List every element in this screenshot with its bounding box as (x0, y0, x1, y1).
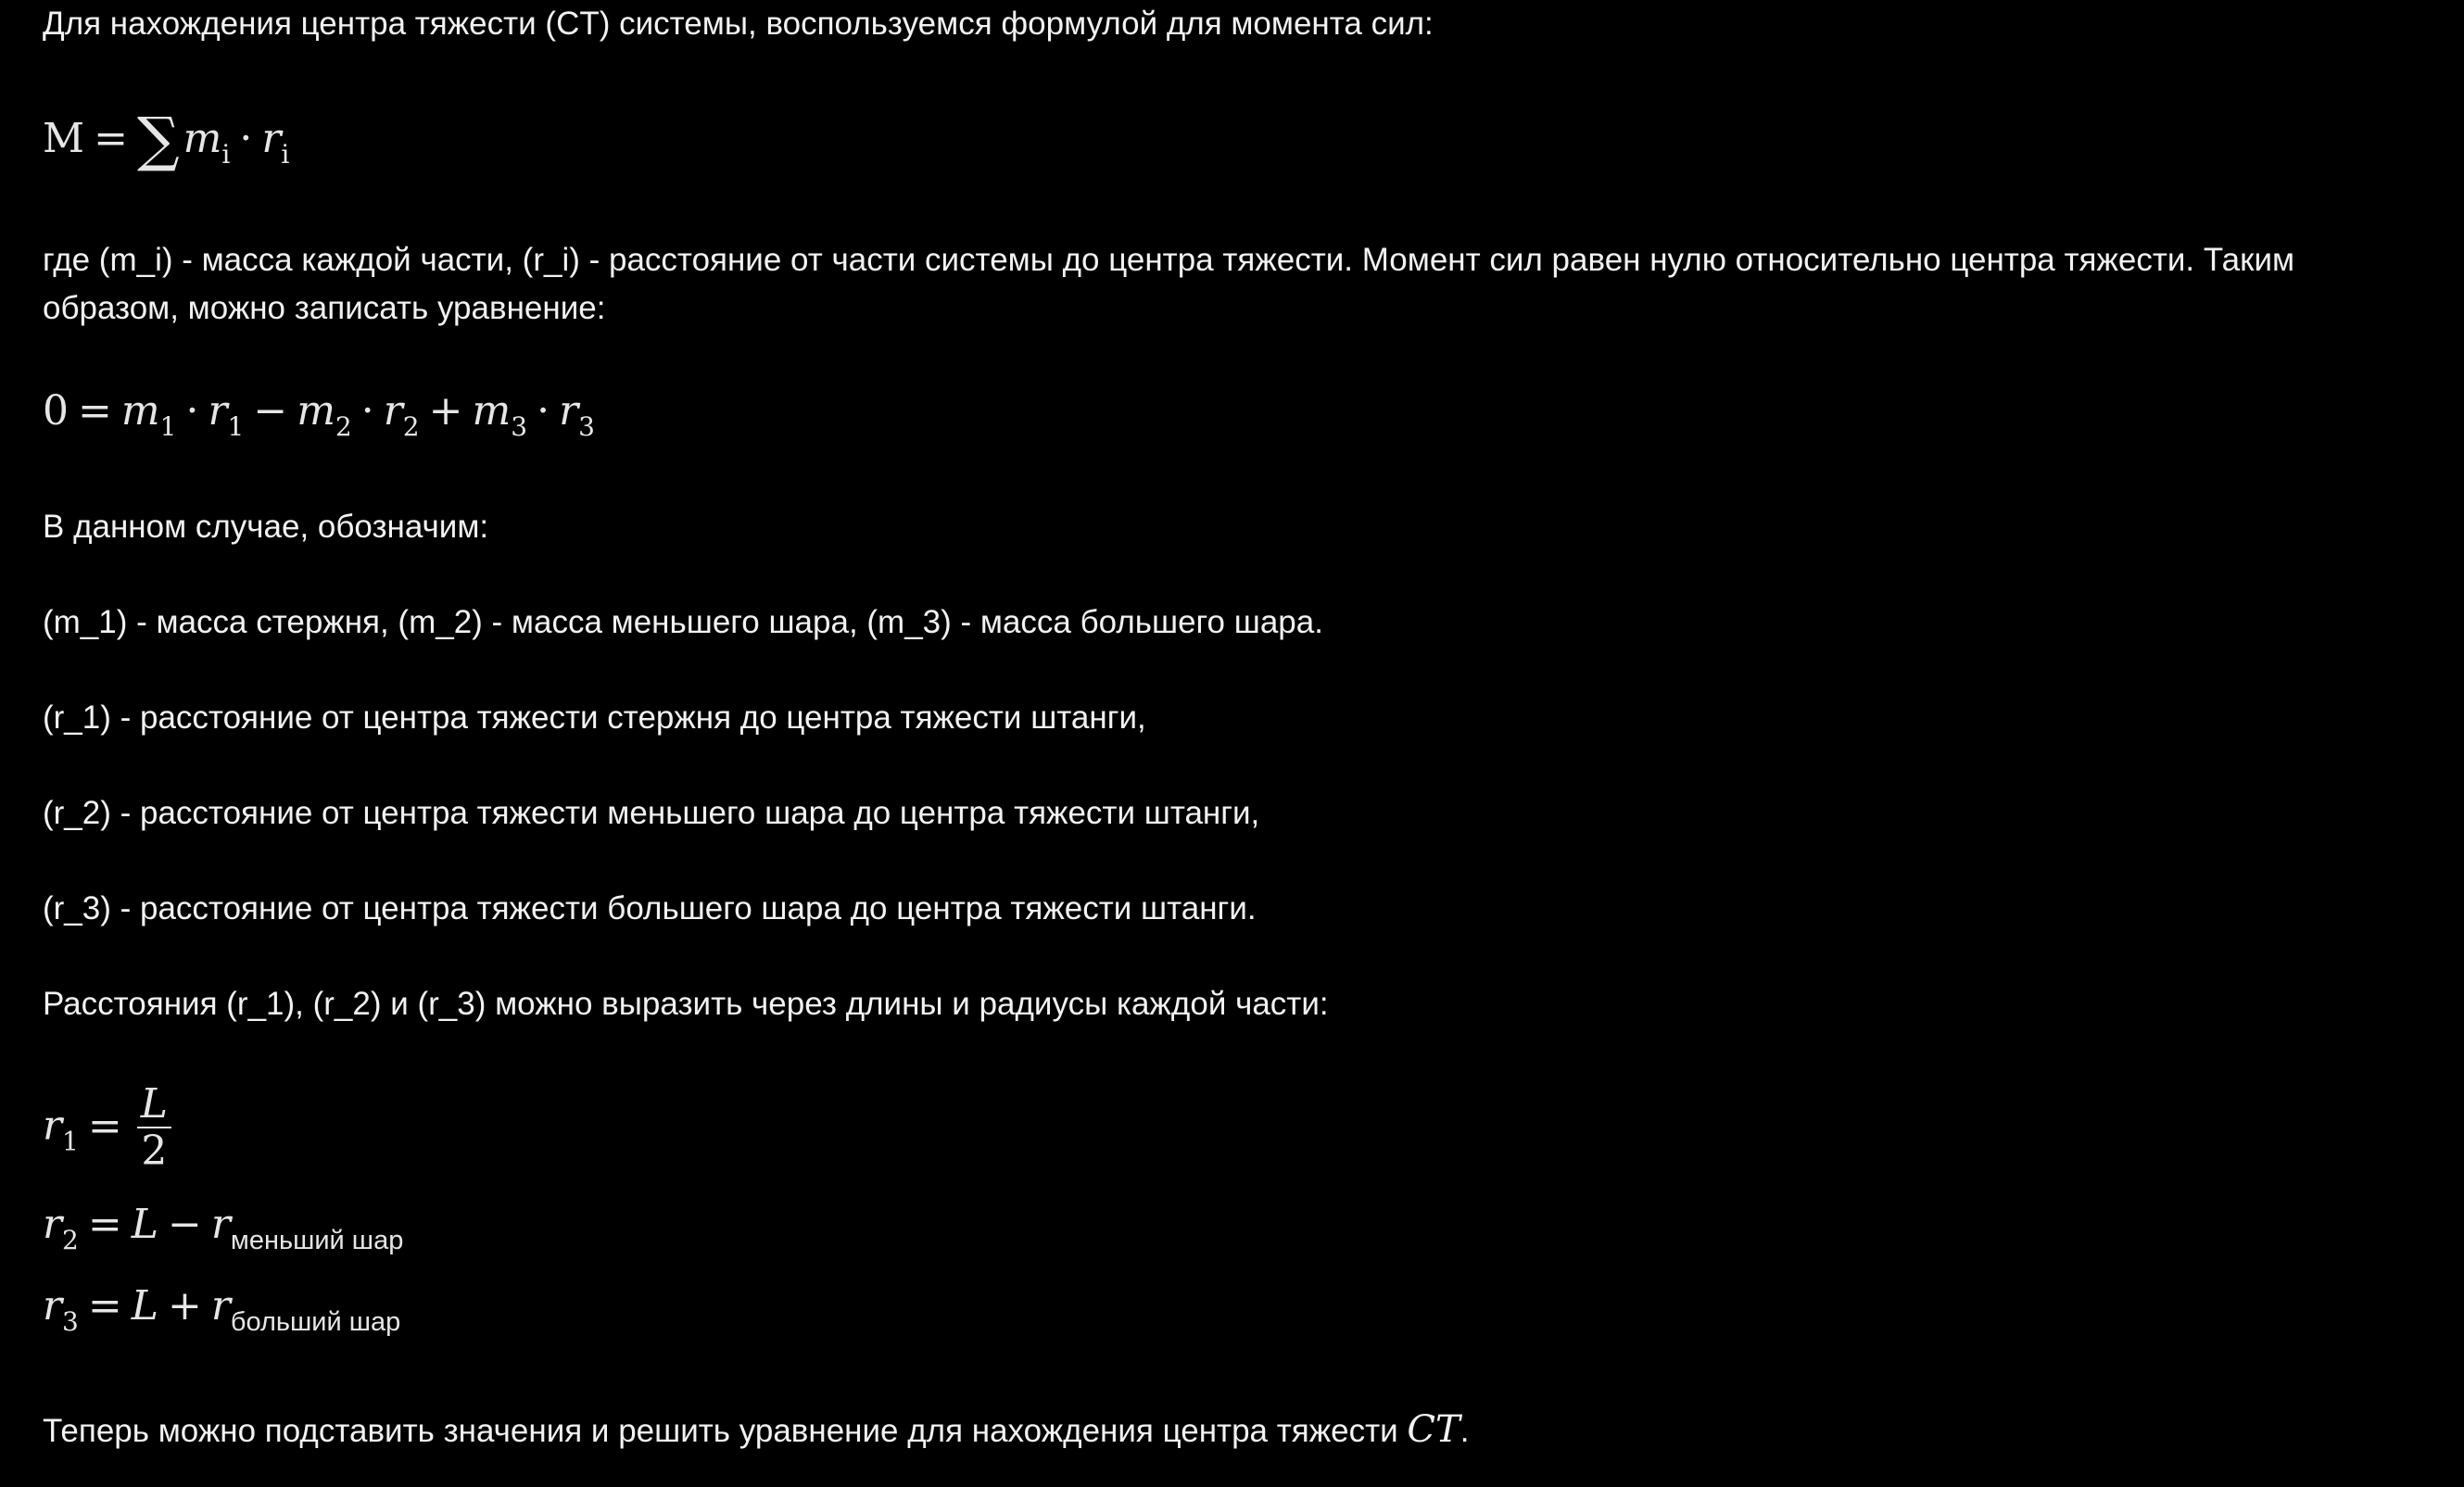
formula-operator: = (87, 1201, 122, 1248)
formula-operator: · (537, 387, 550, 435)
moment-formula (43, 106, 289, 174)
r3-equation (43, 1282, 401, 1337)
formula-symbol: m (297, 387, 335, 435)
formula-subscript: 2 (62, 1225, 79, 1255)
formula-symbol: r (559, 387, 579, 435)
formula-subscript: больший шар (230, 1307, 401, 1337)
formula-symbol: M (43, 115, 85, 162)
formula-subscript: 2 (402, 411, 420, 442)
formula-subscript: 1 (227, 411, 245, 442)
formula-subscript: 3 (578, 411, 595, 442)
formula-subscript: меньший шар (230, 1226, 404, 1255)
formula-operator: · (239, 115, 253, 162)
r2-definition: (r_2) - расстояние от центра тяжести меньшего шара до центра тяжести штанги, (43, 795, 1260, 831)
formula-operator: + (167, 1282, 202, 1329)
formula-symbol: 0 (43, 387, 69, 435)
inline-formula: CT (1407, 1408, 1460, 1451)
formula-symbol: m (472, 387, 512, 435)
conclusion-punctuation: . (1459, 1413, 1470, 1449)
formula-subscript: 2 (335, 411, 352, 442)
formula-subscript: i (281, 139, 290, 170)
r1-definition: (r_1) - расстояние от центра тяжести стержня до центра тяжести штанги, (43, 699, 1146, 736)
formula-symbol: r (43, 1102, 63, 1150)
intro-paragraph: Для нахождения центра тяжести (CT) системы, воспользуемся формулой для момента сил: (43, 6, 1434, 42)
formula-symbol: r (383, 387, 403, 435)
sum-symbol: ∑ (136, 106, 180, 174)
distances-paragraph: Расстояния (r_1), (r_2) и (r_3) можно выразить через длины и радиусы каждой части: (43, 986, 1329, 1022)
conclusion-paragraph (43, 1405, 1469, 1455)
formula-operator: = (87, 1102, 122, 1150)
formula-subscript: i (221, 139, 231, 170)
fraction (137, 1082, 171, 1175)
formula-symbol: r (261, 115, 282, 162)
formula-symbol: m (183, 115, 222, 162)
masses-paragraph: (m_1) - масса стержня, (m_2) - масса меньшего шара, (m_3) - масса большего шара. (43, 604, 1323, 640)
formula-symbol: r (43, 1282, 63, 1329)
formula-operator: = (87, 1282, 122, 1329)
formula-symbol: L (131, 1282, 158, 1329)
explanation-paragraph: где (m_i) - масса каждой части, (r_i) - расстояние от части системы до центра тяжести. Момент сил равен нулю относительно центра тяжести. Таким образом, можно записать уравнение: (43, 242, 2295, 326)
formula-operator: = (94, 115, 128, 162)
balance-equation (43, 387, 595, 442)
formula-operator: + (428, 387, 463, 435)
fraction-numerator: L (137, 1082, 171, 1128)
formula-symbol: L (131, 1201, 158, 1248)
formula-subscript: 1 (62, 1126, 79, 1157)
r3-definition: (r_3) - расстояние от центра тяжести большего шара до центра тяжести штанги. (43, 890, 1257, 926)
denote-paragraph: В данном случае, обозначим: (43, 509, 489, 545)
formula-symbol: r (208, 387, 228, 435)
formula-symbol: r (43, 1201, 63, 1248)
formula-operator: · (360, 387, 374, 435)
formula-operator: − (167, 1201, 202, 1248)
formula-operator: − (253, 387, 288, 435)
formula-symbol: r (210, 1282, 231, 1329)
formula-operator: · (185, 387, 199, 435)
formula-subscript: 3 (62, 1306, 79, 1337)
fraction-denominator: 2 (141, 1128, 168, 1175)
formula-operator: = (78, 387, 112, 435)
formula-symbol: r (210, 1201, 231, 1248)
r1-equation (43, 1082, 171, 1175)
formula-subscript: 1 (159, 411, 177, 442)
r2-equation (43, 1201, 404, 1255)
formula-subscript: 3 (511, 411, 528, 442)
conclusion-text: Теперь можно подставить значения и решить уравнение для нахождения центра тяжести (43, 1413, 1398, 1449)
formula-symbol: m (120, 387, 160, 435)
